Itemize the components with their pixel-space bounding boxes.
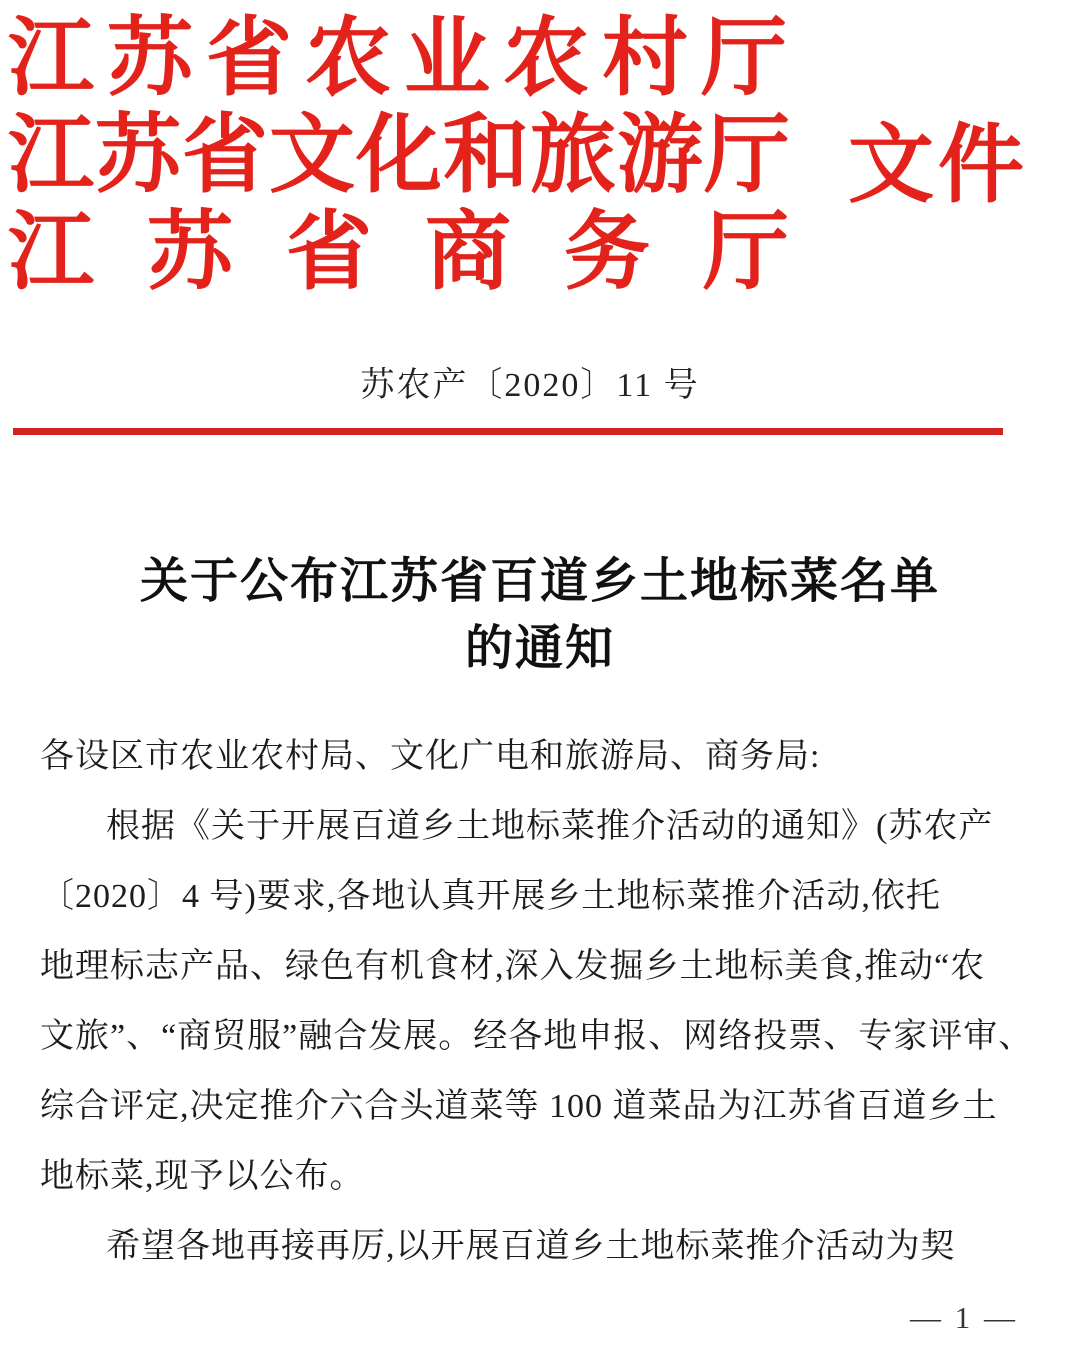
title-line-2: 的通知 — [464, 622, 615, 675]
document-title — [0, 548, 1080, 682]
body-line: 希望各地再接再厉,以开展百道乡土地标菜推介活动为契 — [106, 1228, 956, 1265]
body-line: 地标菜,现予以公布。 — [40, 1158, 365, 1195]
issuer-line-culture-tourism: 江苏省文化和旅游厅 — [8, 107, 791, 203]
body-line: 地理标志产品、绿色有机食材,深入发掘乡土地标美食,推动“农 — [40, 948, 986, 985]
issuer-column — [8, 10, 842, 301]
page-number: — 1 — — [910, 1300, 1018, 1335]
doc-number: 苏农产〔2020〕11 号 — [360, 367, 700, 404]
body-line: 〔2020〕4 号)要求,各地认真开展乡土地标菜推介活动,依托 — [40, 878, 941, 915]
salutation-line: 各设区市农业农村局、文化广电和旅游局、商务局: — [40, 738, 821, 775]
document-body — [40, 722, 1034, 1282]
title-line-1: 关于公布江苏省百道乡土地标菜名单 — [139, 555, 940, 608]
body-line: 文旅”、“商贸服”融合发展。经各地申报、网络投票、专家评审、 — [40, 1018, 1034, 1055]
doc-type-label: 文件 — [848, 117, 1028, 213]
body-line: 综合评定,决定推介六合头道菜等 100 道菜品为江苏省百道乡土 — [40, 1088, 998, 1125]
red-letterhead — [8, 10, 1068, 301]
issuer-line-commerce: 江苏省商务厅 — [8, 204, 842, 300]
red-divider-line — [13, 428, 1003, 435]
issuer-line-agriculture: 江苏省农业农村厅 — [8, 10, 800, 106]
body-line: 根据《关于开展百道乡土地标菜推介活动的通知》(苏农产 — [106, 808, 994, 845]
